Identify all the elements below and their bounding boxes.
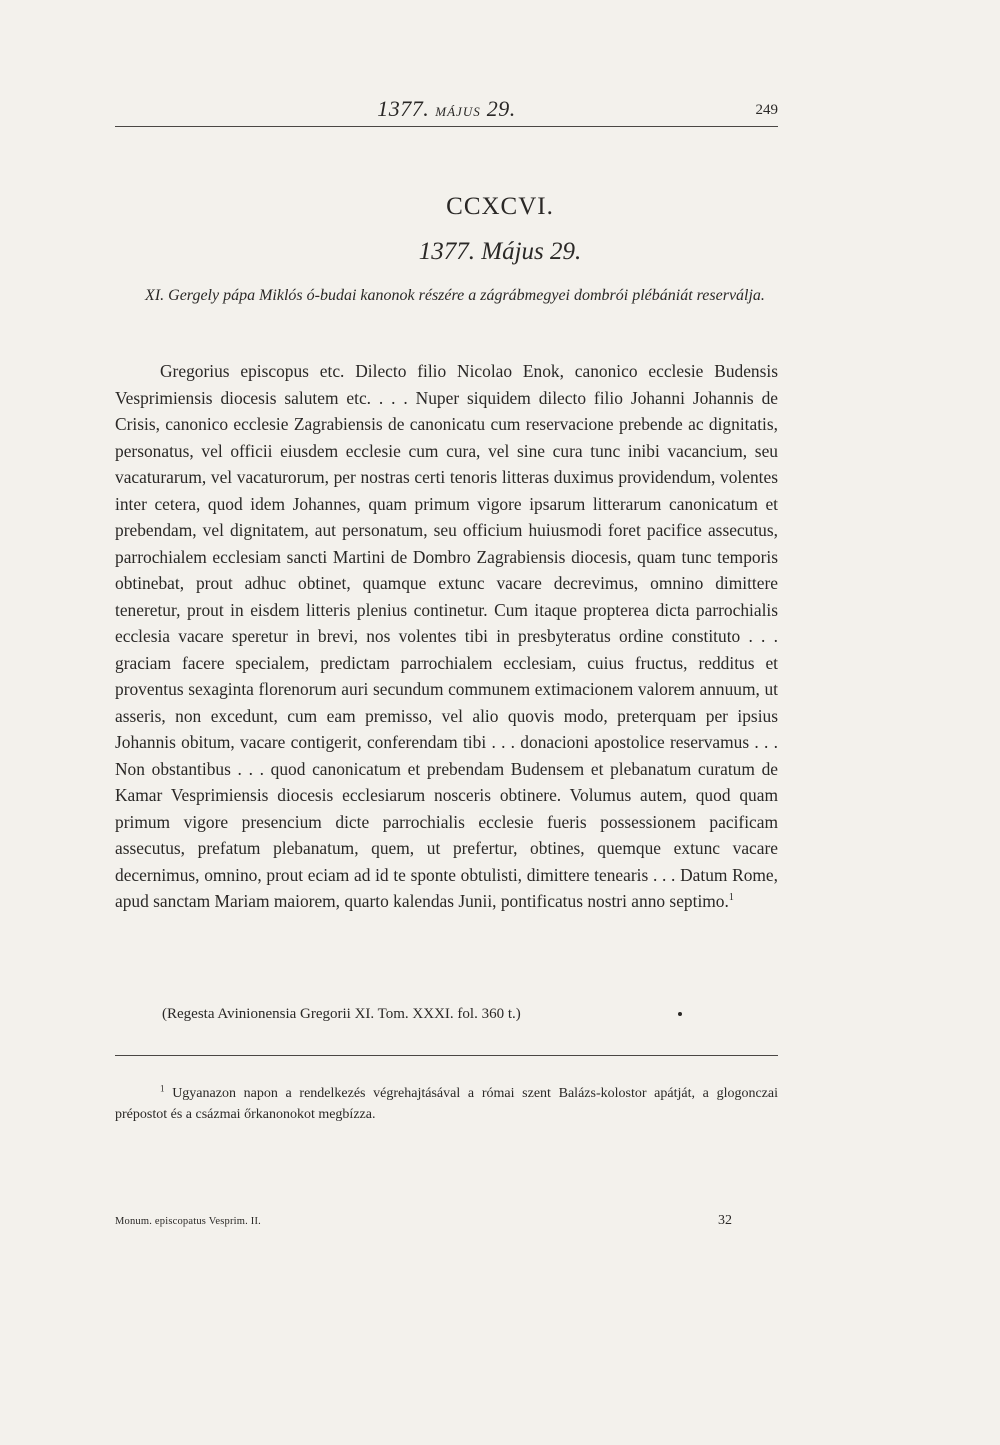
document-number: CCXCVI. [446,193,554,220]
page-number: 249 [755,102,778,118]
footnote-text: Ugyanazon napon a rendelkezés végrehajtásával a római szent Balázs-kolostor apátját, a glogonczai prépostot és a csázmai őrkanonokot megbízza. [115,1086,778,1122]
sheet-number: 32 [718,1213,732,1228]
running-title-year: 1377. [377,96,430,121]
running-title-day: 29. [486,96,516,121]
footnote-divider [115,1055,778,1056]
footnote [115,1083,778,1125]
document-body-text: Gregorius episcopus etc. Dilecto filio Nicolao Enok, canonico ecclesie Budensis Vesprimiensis diocesis salutem etc. . . . Nuper siquidem dilecto filio Johanni Johannis de Crisis, canonico ecclesie Zagrabiensis de canonicatu cum reservacione prebende ac dignitatis, personatus, vel officii eiusdem ecclesie cum cura, vel sine cura tunc inibi vacancium, seu vacaturarum, vel vacaturorum, per nostras certi tenoris litteras duximus providendum, volentes inter cetera, quod idem Johannes, quam primum vigore ipsarum litterarum canonicatum et prebendam, vel dignitatem, aut personatum, seu officium huiusmodi foret pacifice assecutus, parrochialem ecclesiam sancti Martini de Dombro Zagrabiensis diocesis, quam tunc temporis obtinebat, prout adhuc obtinet, quamque extunc vacare decrevimus, omnino dimittere teneretur, prout in eisdem litteris plenius continetur. Cum itaque propterea dicta parrochialis ecclesia vacare speretur in brevi, nos volentes tibi in presbyteratus ordine constituto . . . graciam facere specialem, predictam parrochialem ecclesiam, cuius fructus, redditus et proventus sexaginta florenorum auri secundum communem extimacionem valorem annuum, ut asseris, non excedunt, cum eam premisso, vel alio quovis modo, preterquam per ipsius Johannis obitum, vacare contigerit, conferendam tibi . . . donacioni apostolice reservamus . . . Non obstantibus . . . quod canonicatum et prebendam Budensem et plebanatum curatum de Kamar Vesprimiensis diocesis ecclesiarum nosceris obtinere. Volumus autem, quod quam primum vigore presencium dicte parrochialis ecclesie fueris possessionem pacificam assecutus, prefatum plebanatum, quem, ut prefertur, obtines, quemque extunc vacare decernimus, omnino, prout eciam ad id te sponte obtulisti, dimittere tenearis . . . Datum Rome, apud sanctam Mariam maiorem, quarto kalendas Junii, pontificatus nostri anno septimo. [115,361,778,911]
document-summary: XI. Gergely pápa Miklós ó-budai kanonok részére a zágrábmegyei dombrói plébániát reserválja. [145,287,765,304]
running-title-month: MÁJUS [435,104,481,119]
footnote-mark: 1 [160,1083,165,1094]
printer-signature: Monum. episcopatus Vesprim. II. [115,1216,261,1227]
running-header [115,96,778,127]
document-body [115,358,778,915]
document-date: 1377. Május 29. [418,238,582,265]
source-citation: (Regesta Avinionensia Gregorii XI. Tom. XXXI. fol. 360 t.) [162,1006,521,1022]
print-dot [678,1012,682,1016]
running-title [115,96,778,122]
body-footnote-mark: 1 [728,892,734,904]
